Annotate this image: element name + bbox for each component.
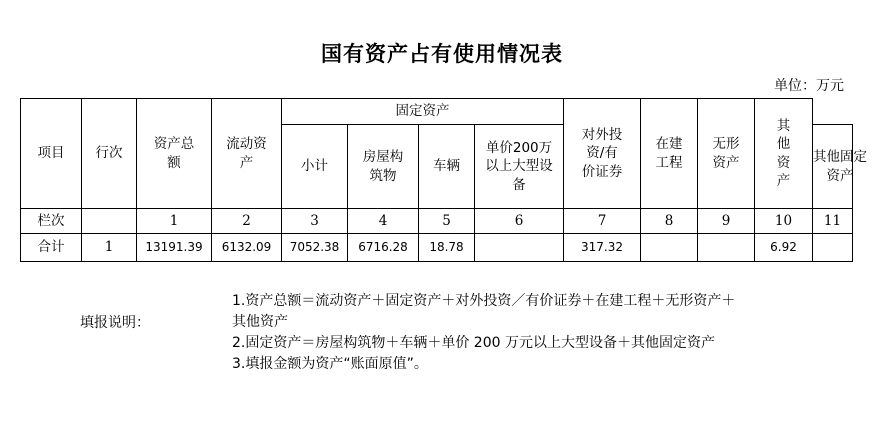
note-item: 1.资产总额＝流动资产＋固定资产＋对外投资／有价证券＋在建工程＋无形资产＋ (232, 293, 736, 309)
column-index-cell: 1 (137, 209, 212, 234)
intangible-value: 6.92 (755, 234, 813, 262)
current-assets-value: 6132.09 (212, 234, 282, 262)
header-item: 项目 (21, 99, 82, 209)
large-equipment-value (475, 234, 564, 262)
column-index-cell: 11 (813, 209, 853, 234)
header-other-assets: 其他资产 (755, 99, 813, 209)
column-index-label: 栏次 (21, 209, 82, 234)
total-row-no: 1 (82, 234, 137, 262)
header-row-no: 行次 (82, 99, 137, 209)
asset-table (20, 98, 867, 262)
page-title: 国有资产占有使用情况表 (321, 42, 563, 66)
notes-list (232, 291, 852, 375)
header-fixed-assets: 固定资产 (282, 99, 564, 125)
column-index-cell: 2 (212, 209, 282, 234)
vehicles-value: 18.78 (419, 234, 475, 262)
column-index-cell: 9 (698, 209, 755, 234)
header-subtotal: 小计 (282, 125, 348, 209)
column-index-cell (82, 209, 137, 234)
column-index-cell: 7 (564, 209, 641, 234)
note-item: 3.填报金额为资产“账面原值”。 (232, 356, 428, 372)
unit-label: 单位：万元 (774, 78, 844, 94)
note-item: 其他资产 (232, 314, 288, 330)
header-current-assets: 流动资产 (212, 99, 282, 209)
column-index-cell: 10 (755, 209, 813, 234)
header-large-equipment: 单价200万以上大型设备 (475, 125, 564, 209)
header-vehicles: 车辆 (419, 125, 475, 209)
header-total-assets: 资产总额 (137, 99, 212, 209)
total-label: 合计 (21, 234, 82, 262)
column-index-cell: 4 (348, 209, 419, 234)
column-index-cell: 6 (475, 209, 564, 234)
total-assets-value: 13191.39 (137, 234, 212, 262)
column-index-row (21, 209, 853, 234)
subtotal-value: 7052.38 (282, 234, 348, 262)
header-other-fixed: 其他固定资产 (813, 125, 853, 209)
other-fixed-value: 317.32 (564, 234, 641, 262)
other-assets-value (813, 234, 853, 262)
note-item: 2.固定资产＝房屋构筑物＋车辆＋单价 200 万元以上大型设备＋其他固定资产 (232, 335, 715, 351)
column-index-cell: 5 (419, 209, 475, 234)
column-index-cell: 3 (282, 209, 348, 234)
external-investment-value (641, 234, 698, 262)
header-construction-in-progress: 在建工程 (641, 99, 698, 209)
construction-value (698, 234, 755, 262)
total-row (21, 234, 853, 262)
header-external-investment: 对外投资/有价证券 (564, 99, 641, 209)
header-buildings: 房屋构筑物 (348, 125, 419, 209)
buildings-value: 6716.28 (348, 234, 419, 262)
column-index-cell: 8 (641, 209, 698, 234)
header-intangible-assets: 无形资产 (698, 99, 755, 209)
notes-label: 填报说明： (80, 315, 150, 331)
